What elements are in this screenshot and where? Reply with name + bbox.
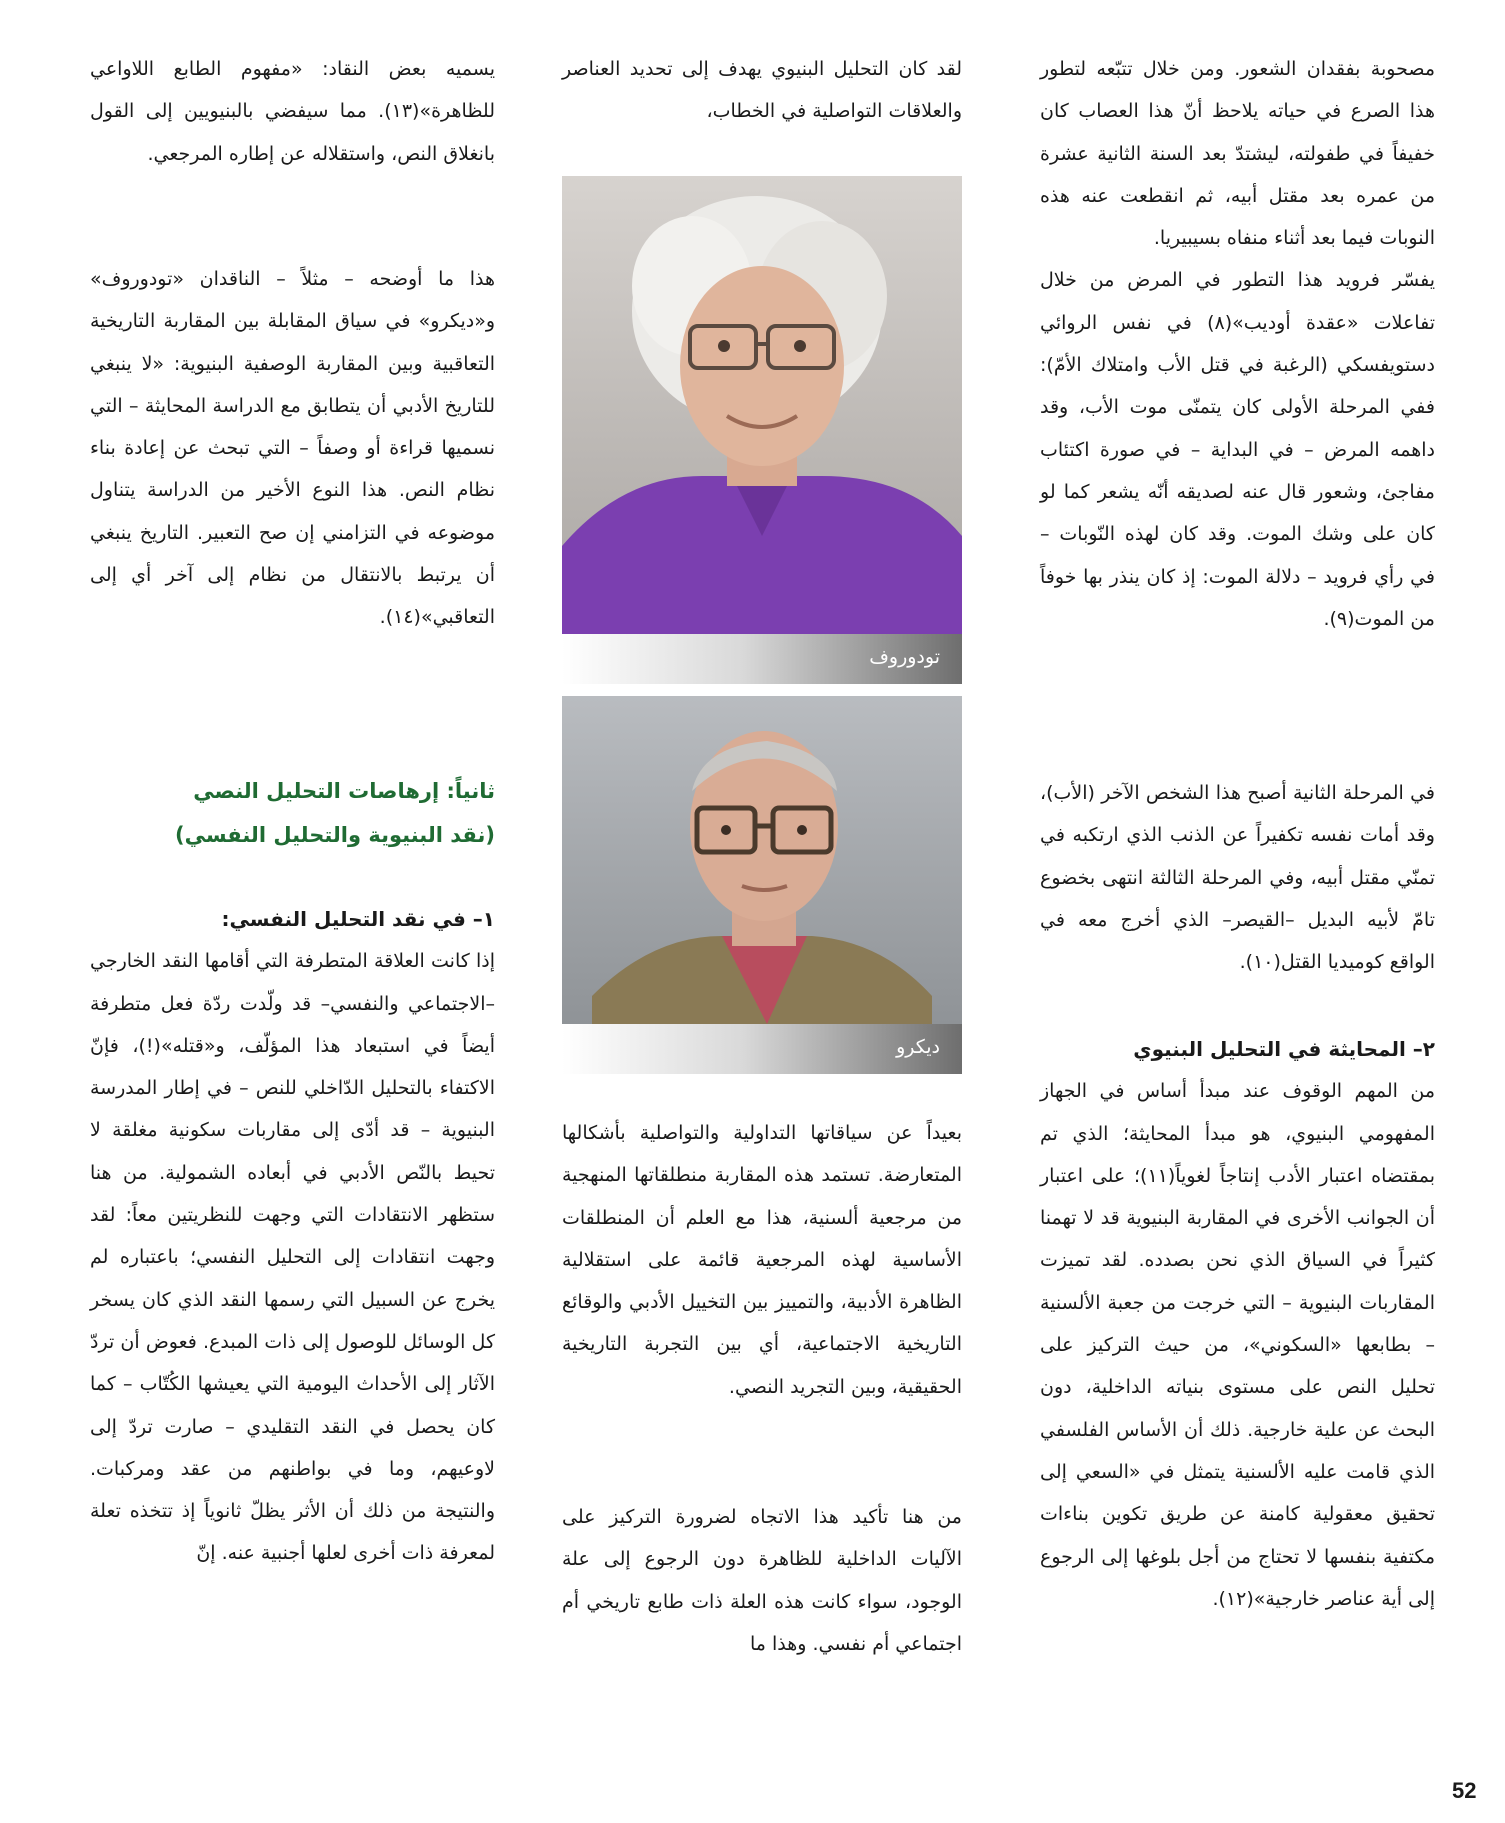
left-section-1 <box>90 898 495 1575</box>
page-number: 52 <box>1452 1778 1477 1803</box>
left-paragraph-2: هذا ما أوضحه – مثلاً – الناقدان «تودوروف» و«ديكرو» في سياق المقابلة بين المقاربة التاريخية التعاقبية وبين المقاربة الوصفية البنيوية: «لا ينبغي للتاريخ الأدبي أن يتطابق مع الدراسة المحايثة – التي نسميها قراءة أو وصفاً – التي تبحث عن إعادة بناء نظام النص. هذا النوع الأخير من الدراسة يتناول موضوعه في التزامني إن صح التعبير. التاريخ ينبغي أن يرتبط بالانتقال من نظام إلى آخر أي إلى التعاقبي»(١٤). <box>90 268 496 629</box>
right-paragraph-4: من المهم الوقوف عند مبدأ أساس في الجهاز المفهومي البنيوي، هو مبدأ المحايثة؛ الذي تم بمقتضاه اعتبار الأدب إنتاجاً لغوياً(١١)؛ على اعتبار أن الجوانب الأخرى في المقاربة البنيوية قد لا تهمنا كثيراً في السياق الذي نحن بصدده. لقد تميزت المقاربات البنيوية – التي خرجت من جعبة الألسنية – بطابعها «السكوني»، من حيث التركيز على تحليل النص على مستوى بنياته الداخلية، دون البحث عن علية خارجية. ذلك أن الأساس الفلسفي الذي قامت عليه الألسنية يتمثل في «السعي إلى تحقيق معقولية كامنة عن طريق تكوين بناءات مكتفية بنفسها لا تحتاج من أجل بلوغها إلى الرجوع إلى أية عناصر خارجية»(١٢). <box>1040 1080 1436 1610</box>
middle-paragraph-2: من هنا تأكيد هذا الاتجاه لضرورة التركيز على الآليات الداخلية للظاهرة دون الرجوع إلى علة الوجود، سواء كانت هذه العلة ذات طابع تاريخي أم اجتماعي أم نفسي. وهذا ما <box>562 1506 962 1655</box>
photo-ducrot-caption-bar <box>562 1024 962 1074</box>
right-paragraph-1: مصحوبة بفقدان الشعور. ومن خلال تتبّعه لتطور هذا الصرع في حياته يلاحظ أنّ هذا العصاب كان خفيفاً في طفولته، ليشتدّ بعد السنة الثانية عشرة من عمره بعد مقتل أبيه، ثم انقطعت عنه هذه النوبات فيما بعد أثناء منفاه بسيبيريا. <box>1040 58 1436 250</box>
right-section-2 <box>1040 1028 1435 1620</box>
section-1-heading: ١– في نقد التحليل النفسي: <box>221 907 495 931</box>
photo-ducrot-caption: ديكرو <box>896 1036 940 1058</box>
photo-todorov <box>562 176 962 634</box>
right-paragraph-2: يفسّر فرويد هذا التطور في المرض من خلال تفاعلات «عقدة أوديب»(٨) في نفس الروائي دستويفسكي (الرغبة في قتل الأب وامتلاك الأمّ): ففي المرحلة الأولى كان يتمنّى موت الأب، وقد داهمه المرض – في البداية – في صورة اكتئاب مفاجئ، وشعور قال عنه لصديقه أنّه يشعر كما لو كان على وشك الموت. وقد كان لهذه النّوبات – في رأي فرويد – دلالة الموت: إذ كان ينذر بها خوفاً من الموت(٩). <box>1040 269 1436 630</box>
right-paragraph-3: في المرحلة الثانية أصبح هذا الشخص الآخر (الأب)، وقد أمات نفسه تكفيراً عن الذنب الذي ارتكبه في تمنّي مقتل أبيه، وفي المرحلة الثالثة انتهى بخضوع تامّ لأبيه البديل –القيصر– الذي أخرج معه في الواقع كوميديا القتل(١٠). <box>1040 782 1436 974</box>
left-paragraph-1: يسميه بعض النقاد: «مفهوم الطابع اللاواعي للظاهرة»(١٣). مما سيفضي بالبنيويين إلى القول بانغلاق النص، واستقلاله عن إطاره المرجعي. <box>90 58 495 165</box>
photo-ducrot <box>562 696 962 1024</box>
photo-todorov-caption-bar <box>562 634 962 684</box>
left-paragraph-3: إذا كانت العلاقة المتطرفة التي أقامها النقد الخارجي –الاجتماعي والنفسي– قد ولّدت ردّة فعل متطرفة أيضاً في استبعاد هذا المؤلّف، و«قتله»(!)، فإنّ الاكتفاء بالتحليل الدّاخلي للنص – في إطار المدرسة البنيوية – قد أدّى إلى مقاربات سكونية مغلقة لا تحيط بالنّص الأدبي في أبعاده الشمولية. من هنا ستظهر الانتقادات التي وجهت للنظريتين معاً: لقد وجهت انتقادات إلى التحليل النفسي؛ باعتباره لم يخرج عن السبيل التي رسمها النقد الذي كان يسخر كل الوسائل للوصول إلى ذات المبدع. فعوض أن تردّ الآثار إلى الأحداث اليومية التي يعيشها الكُتّاب – كما كان يحصل في النقد التقليدي – صارت تردّ إلى لاوعيهم، وما في بواطنهم من عقد ومركبات. والنتيجة من ذلك أن الأثر يظلّ ثانوياً إذ تتخذه تعلة لمعرفة ذات أخرى لعلها أجنبية عنه. إنّ <box>90 950 496 1565</box>
photo-todorov-caption: تودوروف <box>869 646 940 668</box>
green-heading-line-1: ثانياً: إرهاصات التحليل النصي <box>193 779 495 803</box>
section-2-heading: ٢– المحايثة في التحليل البنيوي <box>1133 1037 1435 1061</box>
middle-paragraph-1: بعيداً عن سياقاتها التداولية والتواصلية بأشكالها المتعارضة. تستمد هذه المقاربة منطلقاتها المنهجية من مرجعية ألسنية، هذا مع العلم أن المنطلقات الأساسية لهذه المرجعية قائمة على استقلالية الظاهرة الأدبية، والتمييز بين التخييل الأدبي والوقائع التاريخية الاجتماعية، أي بين التجربة التاريخية الحقيقية، وبين التجريد النصي. <box>562 1122 963 1398</box>
right-column <box>1040 48 1435 640</box>
green-heading-line-2: (نقد البنيوية والتحليل النفسي) <box>175 823 495 847</box>
middle-intro: لقد كان التحليل البنيوي يهدف إلى تحديد العناصر والعلاقات التواصلية في الخطاب، <box>562 58 962 123</box>
